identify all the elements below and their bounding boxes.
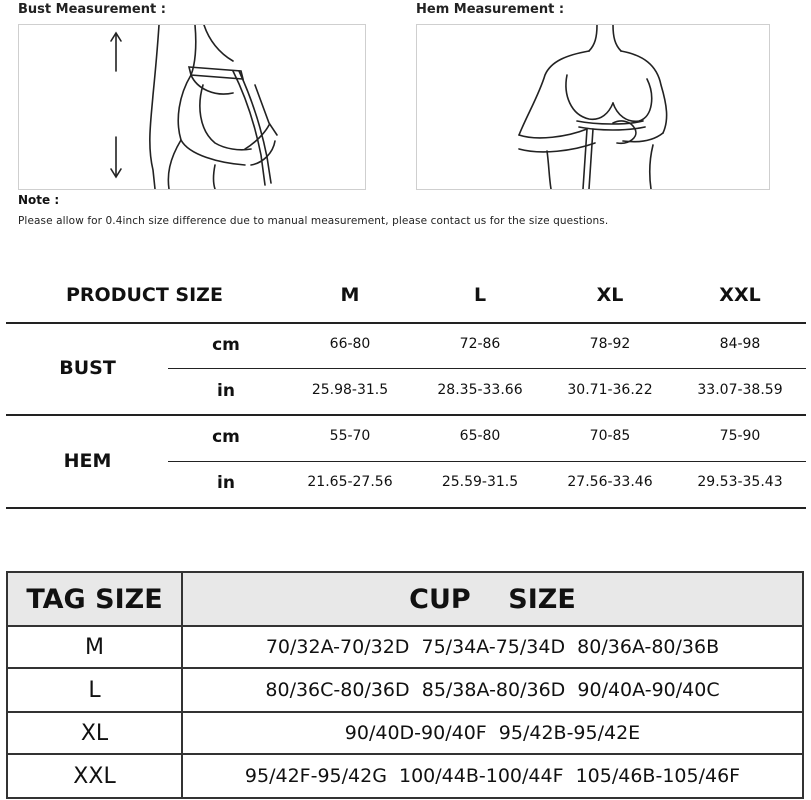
note-title: Note : bbox=[18, 193, 60, 207]
unit-in: in bbox=[217, 473, 235, 493]
hem-measurement-label: Hem Measurement : bbox=[416, 2, 565, 17]
cup-sizes-l: 80/36C-80/36D 85/38A-80/36D 90/40A-90/40C bbox=[182, 668, 803, 712]
tag-size-xl: XL bbox=[7, 712, 182, 754]
tag-size-xxl: XXL bbox=[7, 754, 182, 798]
unit-cm: cm bbox=[212, 427, 240, 447]
cup-size-table bbox=[6, 571, 804, 799]
product-size-header: PRODUCT SIZE bbox=[66, 284, 223, 306]
bust-cm-xxl: 84-98 bbox=[719, 336, 761, 352]
bust-in-xxl: 33.07-38.59 bbox=[697, 382, 783, 398]
table-row bbox=[7, 712, 803, 754]
size-header-l: L bbox=[473, 284, 487, 306]
row-group-bust: BUST bbox=[59, 357, 116, 379]
bust-cm-m: 66-80 bbox=[329, 336, 371, 352]
tag-size-l: L bbox=[7, 668, 182, 712]
table-rule bbox=[168, 368, 806, 369]
hem-cm-l: 65-80 bbox=[459, 428, 501, 444]
cup-size-header: CUP SIZE bbox=[182, 572, 803, 626]
hem-cm-xxl: 75-90 bbox=[719, 428, 761, 444]
bust-in-xl: 30.71-36.22 bbox=[567, 382, 653, 398]
table-rule bbox=[6, 507, 806, 509]
table-rule bbox=[168, 461, 806, 462]
unit-in: in bbox=[217, 381, 235, 401]
note-text: Please allow for 0.4inch size difference due to manual measurement, please contact us for the size questions. bbox=[18, 215, 609, 227]
cup-sizes-m: 70/32A-70/32D 75/34A-75/34D 80/36A-80/36B bbox=[182, 626, 803, 668]
hem-in-l: 25.59-31.5 bbox=[441, 474, 519, 490]
table-rule bbox=[6, 414, 806, 416]
tag-size-header: TAG SIZE bbox=[7, 572, 182, 626]
table-row bbox=[7, 754, 803, 798]
hem-cm-xl: 70-85 bbox=[589, 428, 631, 444]
bust-cm-l: 72-86 bbox=[459, 336, 501, 352]
hem-in-xl: 27.56-33.46 bbox=[567, 474, 653, 490]
cup-sizes-xxl: 95/42F-95/42G 100/44B-100/44F 105/46B-105/46F bbox=[182, 754, 803, 798]
cup-size-header-row bbox=[7, 572, 803, 626]
size-header-xxl: XXL bbox=[719, 284, 761, 306]
cup-sizes-xl: 90/40D-90/40F 95/42B-95/42E bbox=[182, 712, 803, 754]
tag-size-m: M bbox=[7, 626, 182, 668]
size-header-xl: XL bbox=[596, 284, 624, 306]
table-row bbox=[7, 668, 803, 712]
size-header-m: M bbox=[340, 284, 360, 306]
table-row bbox=[7, 626, 803, 668]
bust-measurement-label: Bust Measurement : bbox=[18, 2, 166, 17]
hem-in-m: 21.65-27.56 bbox=[307, 474, 393, 490]
bust-in-l: 28.35-33.66 bbox=[437, 382, 523, 398]
bust-figure-drawing bbox=[19, 25, 365, 189]
bust-in-m: 25.98-31.5 bbox=[311, 382, 389, 398]
unit-cm: cm bbox=[212, 335, 240, 355]
bust-measurement-illustration bbox=[18, 24, 366, 190]
hem-cm-m: 55-70 bbox=[329, 428, 371, 444]
hem-figure-drawing bbox=[417, 25, 769, 189]
hem-measurement-illustration bbox=[416, 24, 770, 190]
bust-cm-xl: 78-92 bbox=[589, 336, 631, 352]
row-group-hem: HEM bbox=[63, 450, 112, 472]
hem-in-xxl: 29.53-35.43 bbox=[697, 474, 783, 490]
table-rule bbox=[6, 322, 806, 324]
